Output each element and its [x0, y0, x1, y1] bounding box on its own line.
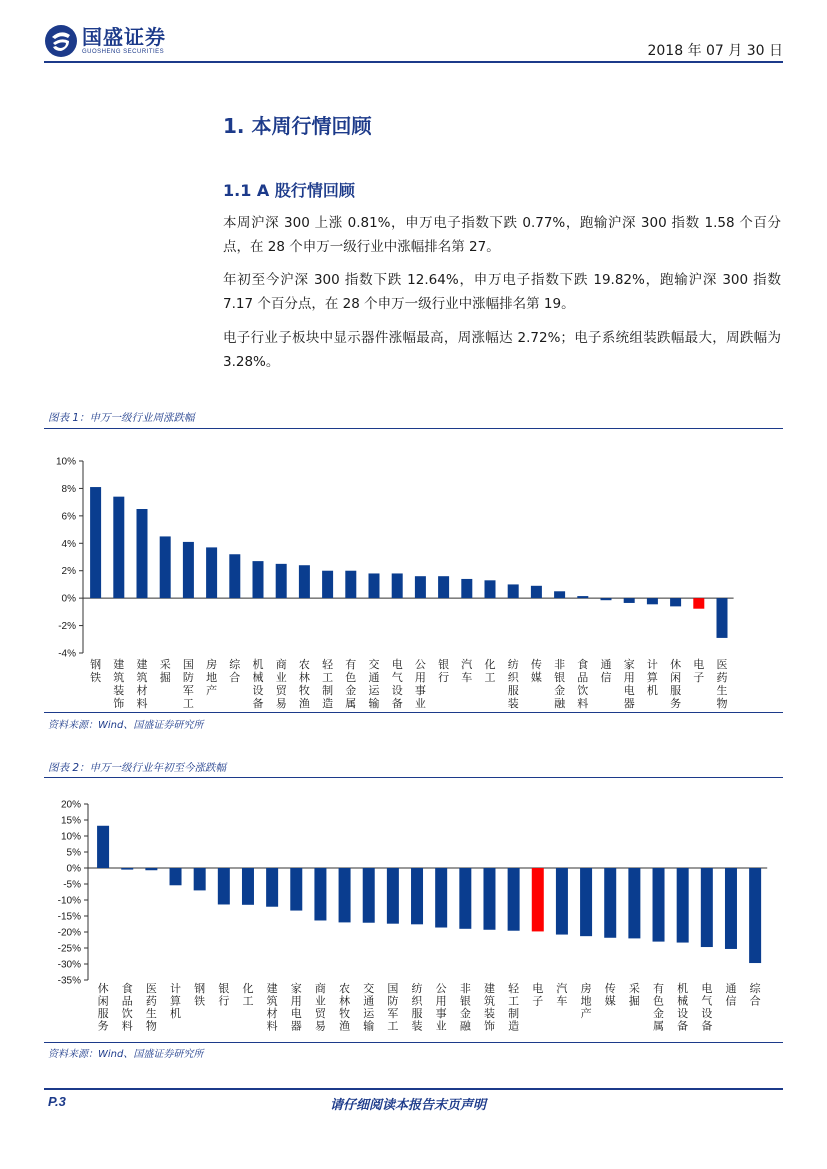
y-tick-label: 5%: [66, 847, 81, 859]
category-label: 银行: [218, 982, 230, 1008]
category-label: 建筑材料: [266, 982, 278, 1033]
bar: [693, 598, 704, 609]
category-label: 非银金融: [459, 982, 471, 1033]
bar: [97, 826, 109, 868]
y-tick-label: -4%: [58, 648, 76, 660]
category-label: 综合: [749, 982, 761, 1008]
bar: [242, 868, 254, 905]
category-label: 医药生物: [145, 982, 157, 1033]
figure-1-top-rule: [44, 428, 783, 429]
y-tick-label: 6%: [61, 511, 76, 523]
y-tick-label: 8%: [61, 483, 76, 495]
figure-2-bottom-rule: [44, 1042, 783, 1043]
figure-2-source: 资料来源：Wind、国盛证券研究所: [48, 1049, 204, 1060]
bar: [670, 598, 681, 606]
y-tick-label: 0%: [61, 593, 76, 605]
category-label: 综合: [229, 658, 241, 684]
bar: [485, 580, 496, 598]
category-label: 休闲服务: [670, 658, 682, 710]
bar: [532, 868, 544, 931]
category-label: 房地产: [580, 982, 592, 1020]
bar: [508, 584, 519, 598]
category-label: 家用电器: [290, 982, 302, 1033]
bar: [322, 571, 333, 598]
category-label: 通信: [600, 658, 612, 684]
bar: [415, 576, 426, 598]
figure-1-source: 资料来源：Wind、国盛证券研究所: [48, 720, 204, 731]
bar: [677, 868, 689, 943]
bar: [194, 868, 206, 890]
category-label: 汽车: [556, 982, 568, 1008]
page-header: [44, 22, 783, 60]
bar: [554, 591, 565, 598]
category-label: 公用事业: [435, 982, 447, 1033]
bar: [653, 868, 665, 942]
category-label: 机械设备: [252, 658, 264, 710]
logo-icon: [44, 24, 78, 58]
y-tick-label: -2%: [58, 621, 76, 633]
category-label: 计算机: [170, 982, 182, 1020]
category-label: 商业贸易: [275, 658, 287, 710]
y-tick-label: 0%: [66, 863, 81, 875]
y-tick-label: -35%: [57, 975, 81, 987]
bar: [580, 868, 592, 936]
bar: [392, 573, 403, 598]
figure-2-chart: [0, 788, 827, 1040]
bar: [253, 561, 264, 598]
category-label: 房地产: [206, 658, 218, 697]
category-label: 电子: [532, 982, 544, 1008]
bar: [314, 868, 326, 920]
bar: [183, 542, 194, 598]
bar: [299, 565, 310, 598]
category-label: 商业贸易: [314, 982, 326, 1033]
bar: [145, 868, 157, 870]
bar: [717, 598, 728, 638]
bar: [749, 868, 761, 963]
bar: [531, 586, 542, 598]
header-divider: [44, 61, 783, 63]
bar: [387, 868, 399, 924]
bar: [601, 598, 612, 600]
y-tick-label: -5%: [63, 879, 81, 891]
category-label: 计算机: [646, 658, 658, 697]
bar: [701, 868, 713, 947]
bar: [508, 868, 520, 931]
category-label: 传媒: [530, 658, 542, 684]
y-tick-label: -15%: [57, 911, 81, 923]
category-label: 农林牧渔: [339, 982, 351, 1033]
y-tick-label: -20%: [57, 927, 81, 939]
category-label: 电子: [693, 658, 705, 684]
bar: [604, 868, 616, 938]
category-label: 食品饮料: [577, 658, 589, 710]
bar: [725, 868, 737, 949]
bar: [345, 571, 356, 598]
bar: [483, 868, 495, 930]
bar: [577, 596, 588, 598]
y-tick-label: -10%: [57, 895, 81, 907]
category-label: 轻工制造: [322, 658, 334, 710]
bar: [369, 573, 380, 598]
bar: [137, 509, 148, 598]
category-label: 建筑装饰: [483, 982, 495, 1033]
paragraph-weekly: 本周沪深 300 上涨 0.81%，申万电子指数下跌 0.77%，跑输沪深 300 指数 1.58 个百分点，在 28 个申万一级行业中涨幅排名第 27。: [223, 215, 781, 255]
category-label: 传媒: [604, 982, 616, 1008]
category-label: 纺织服装: [411, 982, 423, 1033]
paragraph-subsector: 电子行业子板块中显示器件涨幅最高，周涨幅达 2.72%；电子系统组装跌幅最大，周跌幅为 3.28%。: [223, 330, 781, 370]
category-label: 医药生物: [716, 658, 728, 710]
category-label: 有色金属: [653, 982, 665, 1033]
bar: [229, 554, 240, 598]
category-label: 采掘: [628, 982, 640, 1008]
figure-2-title: 图表 2：申万一级行业年初至今涨跌幅: [48, 762, 227, 774]
footer-divider: [44, 1088, 783, 1090]
section-heading: 1. 本周行情回顾: [223, 114, 372, 138]
category-label: 通信: [725, 982, 737, 1008]
y-tick-label: 4%: [61, 538, 76, 550]
category-label: 非银金融: [554, 658, 566, 710]
figure-1-bottom-rule: [44, 712, 783, 713]
bar: [266, 868, 278, 907]
report-date: 2018 年 07 月 30 日: [647, 43, 783, 59]
category-label: 家用电器: [623, 658, 635, 710]
figure-1-chart: [0, 440, 827, 710]
bar: [170, 868, 182, 885]
bar: [339, 868, 351, 922]
bar: [218, 868, 230, 904]
category-label: 采掘: [159, 658, 171, 684]
category-label: 电气设备: [391, 658, 403, 710]
category-label: 农林牧渔: [298, 658, 310, 710]
y-tick-label: 10%: [60, 831, 81, 843]
bar: [276, 564, 287, 598]
category-label: 化工: [242, 982, 254, 1008]
category-label: 化工: [484, 658, 496, 684]
figure-1-title: 图表 1：申万一级行业周涨跌幅: [48, 412, 195, 424]
logo-name-cn: 国盛证券: [82, 25, 166, 49]
category-label: 建筑材料: [136, 658, 148, 710]
bar: [647, 598, 658, 604]
category-label: 钢铁: [194, 982, 206, 1008]
category-label: 机械设备: [677, 982, 689, 1033]
y-tick-label: -25%: [57, 943, 81, 955]
category-label: 银行: [438, 658, 450, 684]
bar: [624, 598, 635, 603]
category-label: 有色金属: [345, 658, 357, 710]
bar: [206, 547, 217, 598]
bar: [461, 579, 472, 598]
category-label: 国防军工: [387, 982, 399, 1033]
y-tick-label: 2%: [61, 566, 76, 578]
paragraph-ytd: 年初至今沪深 300 指数下跌 12.64%，申万电子指数下跌 19.82%，跑输沪深 300 指数 7.17 个百分点，在 28 个申万一级行业中涨幅排名第 19。: [223, 272, 781, 312]
bar: [435, 868, 447, 928]
bar: [121, 868, 133, 870]
y-tick-label: 20%: [60, 799, 81, 811]
category-label: 国防军工: [182, 658, 194, 710]
bar: [90, 487, 101, 598]
category-label: 交通运输: [363, 982, 375, 1033]
category-label: 公用事业: [414, 658, 426, 710]
page-number: P.3: [48, 1094, 66, 1109]
bar: [160, 536, 171, 598]
bar: [411, 868, 423, 924]
category-label: 轻工制造: [508, 982, 520, 1033]
company-logo: [44, 22, 166, 60]
category-label: 汽车: [461, 658, 473, 684]
bar: [556, 868, 568, 935]
category-label: 钢铁: [90, 658, 102, 684]
category-label: 休闲服务: [97, 982, 109, 1033]
category-label: 食品饮料: [121, 982, 133, 1033]
disclaimer-note: 请仔细阅读本报告末页声明: [330, 1098, 487, 1113]
category-label: 交通运输: [368, 658, 380, 710]
y-tick-label: -30%: [57, 959, 81, 971]
y-tick-label: 15%: [60, 815, 81, 827]
bar: [628, 868, 640, 938]
bar: [438, 576, 449, 598]
chart-1-svg: [0, 440, 827, 710]
category-label: 电气设备: [701, 982, 713, 1033]
category-label: 纺织服装: [507, 658, 519, 710]
bar: [113, 497, 124, 598]
subsection-heading: 1.1 A 股行情回顾: [223, 181, 355, 200]
figure-2-top-rule: [44, 777, 783, 778]
y-tick-label: 10%: [55, 456, 76, 468]
category-label: 建筑装饰: [113, 658, 125, 710]
logo-name-en: GUOSHENG SECURITIES: [82, 49, 165, 55]
chart-2-svg: [0, 788, 827, 1040]
bar: [363, 868, 375, 923]
bar: [290, 868, 302, 911]
bar: [459, 868, 471, 929]
